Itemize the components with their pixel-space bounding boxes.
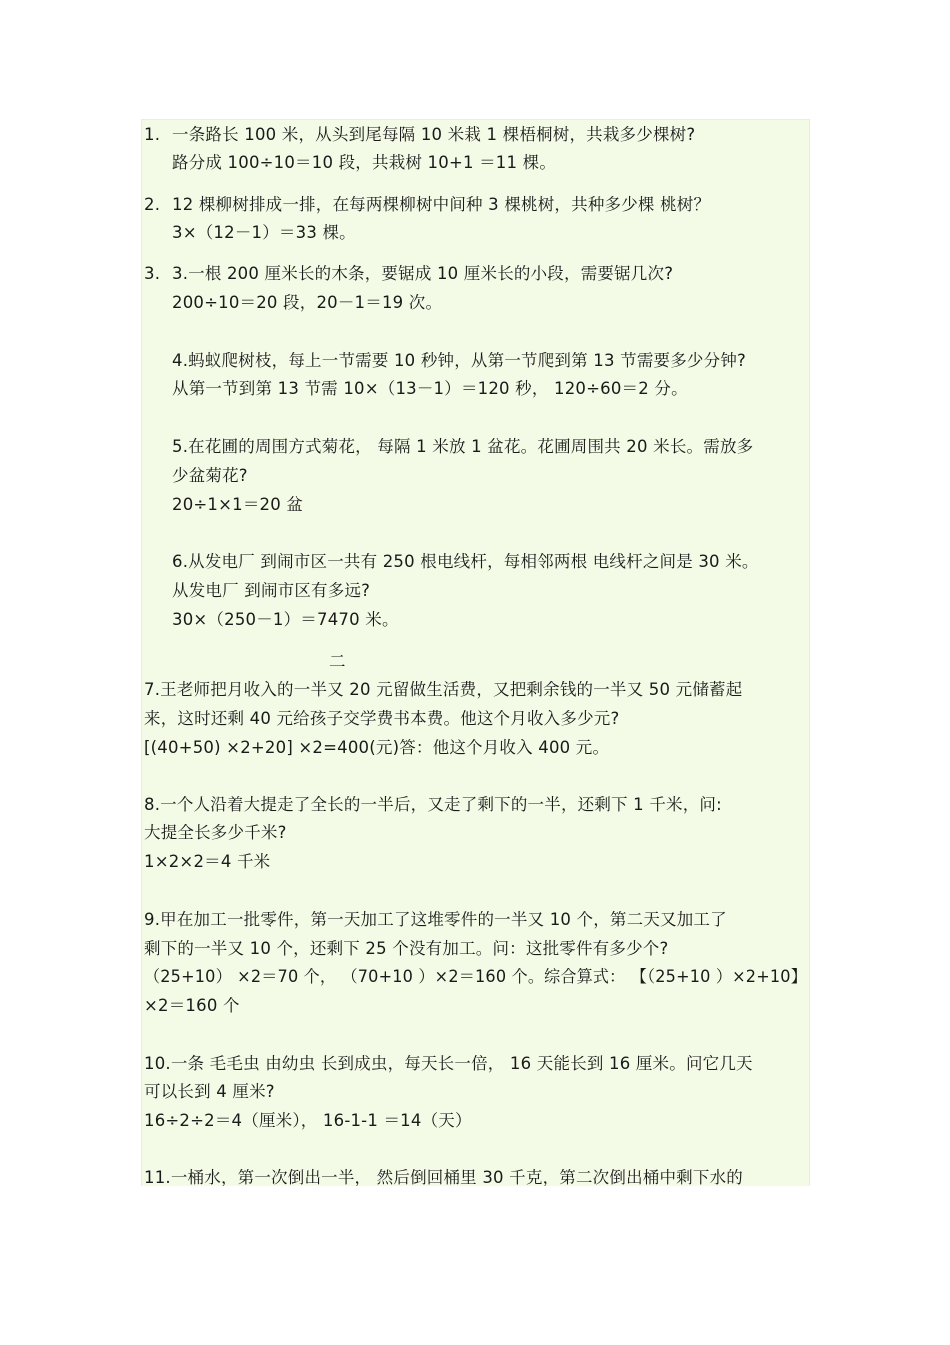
question-5-line-1: 5.在花圃的周围方式菊花， 每隔 1 米放 1 盆花。花圃周围共 20 米长。需放多 — [172, 437, 754, 456]
answer-7: [(40+50) ×2+20] ×2=400(元)答：他这个月收入 400 元。 — [144, 738, 610, 757]
answer-2: 3×（12－1）＝33 棵。 — [172, 223, 356, 242]
question-11-line-1: 11.一桶水，第一次倒出一半， 然后倒回桶里 30 千克，第二次倒出桶中剩下水的 — [144, 1168, 743, 1186]
question-4: 4.蚂蚁爬树枝，每上一节需要 10 秒钟，从第一节爬到第 13 节需要多少分钟? — [172, 351, 746, 370]
item-number-2: 2. — [144, 195, 161, 214]
question-9-line-2: 剩下的一半又 10 个，还剩下 25 个没有加工。问：这批零件有多少个? — [144, 939, 669, 958]
question-6-line-2: 从发电厂 到闹市区有多远? — [172, 581, 371, 600]
section-heading: 二 — [329, 652, 346, 671]
answer-5: 20÷1×1＝20 盆 — [172, 495, 304, 514]
question-10-line-1: 10.一条 毛毛虫 由幼虫 长到成虫，每天长一倍， 16 天能长到 16 厘米。问它几天 — [144, 1054, 753, 1073]
answer-6: 30×（250－1）＝7470 米。 — [172, 610, 399, 629]
item-number-1: 1. — [144, 125, 161, 144]
question-2: 12 棵柳树排成一排，在每两棵柳树中间种 3 棵桃树，共种多少棵 桃树？ — [172, 195, 711, 214]
question-9-line-1: 9.甲在加工一批零件，第一天加工了这堆零件的一半又 10 个，第二天又加工了 — [144, 910, 727, 929]
item-number-3: 3. — [144, 264, 161, 283]
answer-3: 200÷10＝20 段，20－1＝19 次。 — [172, 293, 443, 312]
answer-8: 1×2×2＝4 千米 — [144, 852, 271, 871]
question-8-line-2: 大提全长多少千米? — [144, 823, 287, 842]
question-6-line-1: 6.从发电厂 到闹市区一共有 250 根电线杆，每相邻两根 电线杆之间是 30 米。 — [172, 552, 759, 571]
document-page — [141, 119, 810, 1186]
answer-10: 16÷2÷2＝4（厘米）， 16-1-1 ＝14（天） — [144, 1111, 472, 1130]
question-10-line-2: 可以长到 4 厘米? — [144, 1082, 275, 1101]
question-7-line-2: 来，这时还剩 40 元给孩子交学费书本费。他这个月收入多少元? — [144, 709, 620, 728]
question-7-line-1: 7.王老师把月收入的一半又 20 元留做生活费，又把剩余钱的一半又 50 元储蓄起 — [144, 680, 743, 699]
answer-4: 从第一节到第 13 节需 10×（13－1）＝120 秒， 120÷60＝2 分。 — [172, 379, 688, 398]
question-1: 一条路长 100 米，从头到尾每隔 10 米栽 1 棵梧桐树，共栽多少棵树? — [172, 125, 696, 144]
answer-1: 路分成 100÷10＝10 段，共栽树 10+1 ＝11 棵。 — [172, 153, 557, 172]
question-3: 3.一根 200 厘米长的木条，要锯成 10 厘米长的小段，需要锯几次? — [172, 264, 674, 283]
question-5-line-2: 少盆菊花? — [172, 466, 248, 485]
question-8-line-1: 8.一个人沿着大提走了全长的一半后，又走了剩下的一半，还剩下 1 千米，问: — [144, 795, 722, 814]
answer-9-line-1: （25+10） ×2＝70 个， （70+10 ）×2＝160 个。综合算式： 【（25+10 ）×2+10】 — [144, 967, 808, 986]
answer-9-line-2: ×2＝160 个 — [144, 996, 240, 1015]
